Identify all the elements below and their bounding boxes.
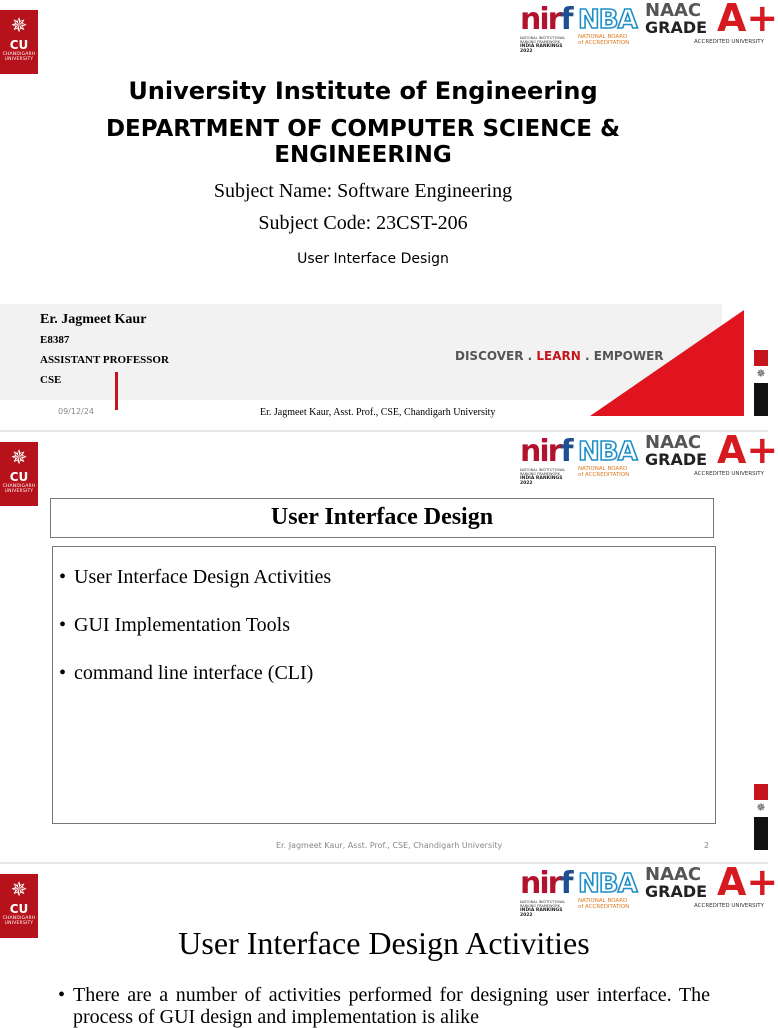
subject-name: Subject Name: Software Engineering	[213, 180, 513, 202]
nba-line2: of ACCREDITATION	[578, 472, 630, 478]
naac-logo	[645, 860, 778, 914]
naac-name: NAAC	[645, 432, 702, 453]
bullet-icon: •	[59, 566, 67, 588]
cu-logo-text: CU	[9, 38, 29, 52]
author-designation: ASSISTANT PROFESSOR	[40, 354, 169, 366]
motto-discover: DISCOVER .	[455, 349, 537, 363]
bullet-icon: •	[58, 984, 66, 1006]
slide-date: 09/12/24	[58, 407, 94, 416]
page-number: 2	[704, 841, 710, 850]
nirf-word-a: nir	[520, 866, 561, 901]
naac-grade-label: GRADE	[645, 18, 708, 37]
nba-word: NBA	[578, 5, 637, 35]
slide-1	[0, 0, 778, 432]
cu-logo	[0, 10, 38, 74]
naac-name: NAAC	[645, 864, 702, 885]
bullet-list	[53, 547, 715, 685]
nba-line2: of ACCREDITATION	[578, 904, 630, 910]
naac-logo	[645, 0, 778, 50]
bullet-icon: •	[59, 662, 67, 684]
department-title: DEPARTMENT OF COMPUTER SCIENCE & ENGINEERING	[105, 116, 621, 168]
institute-title: University Institute of Engineering	[128, 77, 598, 105]
nirf-word-b: f	[560, 2, 572, 37]
list-item	[59, 613, 715, 637]
naac-logo	[645, 428, 778, 482]
nirf-rank: INDIA RANKINGS 2022	[520, 908, 563, 918]
naac-accredited: ACCREDITED UNIVERSITY	[694, 39, 764, 45]
cu-logo-subtext: CHANDIGARH UNIVERSITY	[2, 484, 36, 494]
nba-line1: NATIONAL BOARD	[578, 466, 628, 472]
corner-gear-icon: ✵	[756, 801, 766, 814]
corner-black-block	[754, 817, 768, 850]
nirf-tagline: NATIONAL INSTITUTIONAL RANKING FRAMEWORK	[520, 468, 566, 476]
cu-emblem-icon: ✵	[10, 445, 28, 469]
paragraph	[58, 984, 710, 1028]
naac-grade: A+	[717, 0, 778, 40]
corner-mark	[754, 784, 768, 850]
nirf-logo	[520, 2, 576, 54]
corner-mark	[754, 350, 768, 416]
author-id: E8387	[40, 334, 70, 346]
naac-grade: A+	[717, 860, 778, 904]
cu-logo-text: CU	[9, 470, 29, 484]
nirf-word-b: f	[560, 866, 572, 901]
cu-logo	[0, 442, 38, 506]
nirf-rank: INDIA RANKINGS 2022	[520, 44, 563, 54]
nba-word: NBA	[578, 869, 637, 899]
author-block	[40, 310, 169, 390]
slide-footer: Er. Jagmeet Kaur, Asst. Prof., CSE, Chandigarh University	[276, 841, 503, 850]
nirf-tagline: NATIONAL INSTITUTIONAL RANKING FRAMEWORK	[520, 900, 566, 908]
paragraph-text: There are a number of activities performed for designing user interface. The process of GUI design and implementation is alike	[73, 984, 710, 1028]
list-item	[59, 661, 715, 685]
nirf-logo	[520, 434, 576, 486]
nirf-tagline: NATIONAL INSTITUTIONAL RANKING FRAMEWORK	[520, 36, 566, 44]
list-item-text: GUI Implementation Tools	[74, 614, 290, 636]
nba-word: NBA	[578, 437, 637, 467]
naac-grade-label: GRADE	[645, 882, 708, 901]
bullet-list-box	[52, 546, 716, 824]
corner-black-block	[754, 383, 768, 416]
motto-learn: LEARN	[536, 349, 581, 363]
naac-name: NAAC	[645, 0, 702, 21]
corner-red-block	[754, 350, 768, 366]
nba-line2: of ACCREDITATION	[578, 40, 630, 46]
naac-accredited: ACCREDITED UNIVERSITY	[694, 471, 764, 477]
bullet-icon: •	[59, 614, 67, 636]
red-divider	[115, 372, 118, 410]
slide-title: User Interface Design Activities	[178, 925, 590, 961]
slide-title: User Interface Design	[50, 498, 714, 538]
nirf-word-a: nir	[520, 434, 561, 469]
naac-accredited: ACCREDITED UNIVERSITY	[694, 903, 764, 909]
author-dept: CSE	[40, 374, 62, 386]
list-item-text: command line interface (CLI)	[74, 662, 314, 684]
slide-2	[0, 428, 778, 864]
nba-logo	[578, 6, 644, 50]
nba-line1: NATIONAL BOARD	[578, 898, 628, 904]
accreditation-badges	[520, 860, 778, 918]
corner-gear-icon: ✵	[756, 367, 766, 380]
nirf-word-a: nir	[520, 2, 561, 37]
naac-grade: A+	[717, 428, 778, 472]
accreditation-badges	[520, 0, 778, 54]
motto-empower: . EMPOWER	[580, 349, 664, 363]
nba-logo	[578, 870, 644, 914]
list-item	[59, 565, 715, 589]
subject-code: Subject Code: 23CST-206	[258, 212, 468, 234]
cu-logo-text: CU	[9, 902, 29, 916]
nirf-logo	[520, 866, 576, 918]
nba-logo	[578, 438, 644, 482]
naac-grade-label: GRADE	[645, 450, 708, 469]
nirf-rank: INDIA RANKINGS 2022	[520, 476, 563, 486]
slide-footer: Er. Jagmeet Kaur, Asst. Prof., CSE, Chandigarh University	[260, 407, 496, 418]
corner-red-block	[754, 784, 768, 800]
accreditation-badges	[520, 428, 778, 486]
cu-emblem-icon: ✵	[10, 877, 28, 901]
cu-logo-subtext: CHANDIGARH UNIVERSITY	[2, 916, 36, 926]
cu-emblem-icon: ✵	[10, 13, 28, 37]
slide-3	[0, 860, 778, 1028]
nirf-word-b: f	[560, 434, 572, 469]
cu-logo-subtext: CHANDIGARH UNIVERSITY	[2, 52, 36, 62]
nba-line1: NATIONAL BOARD	[578, 34, 628, 40]
motto	[455, 348, 664, 364]
list-item-text: User Interface Design Activities	[74, 566, 332, 588]
topic-subtitle: User Interface Design	[297, 251, 449, 267]
author-name: Er. Jagmeet Kaur	[40, 312, 147, 327]
